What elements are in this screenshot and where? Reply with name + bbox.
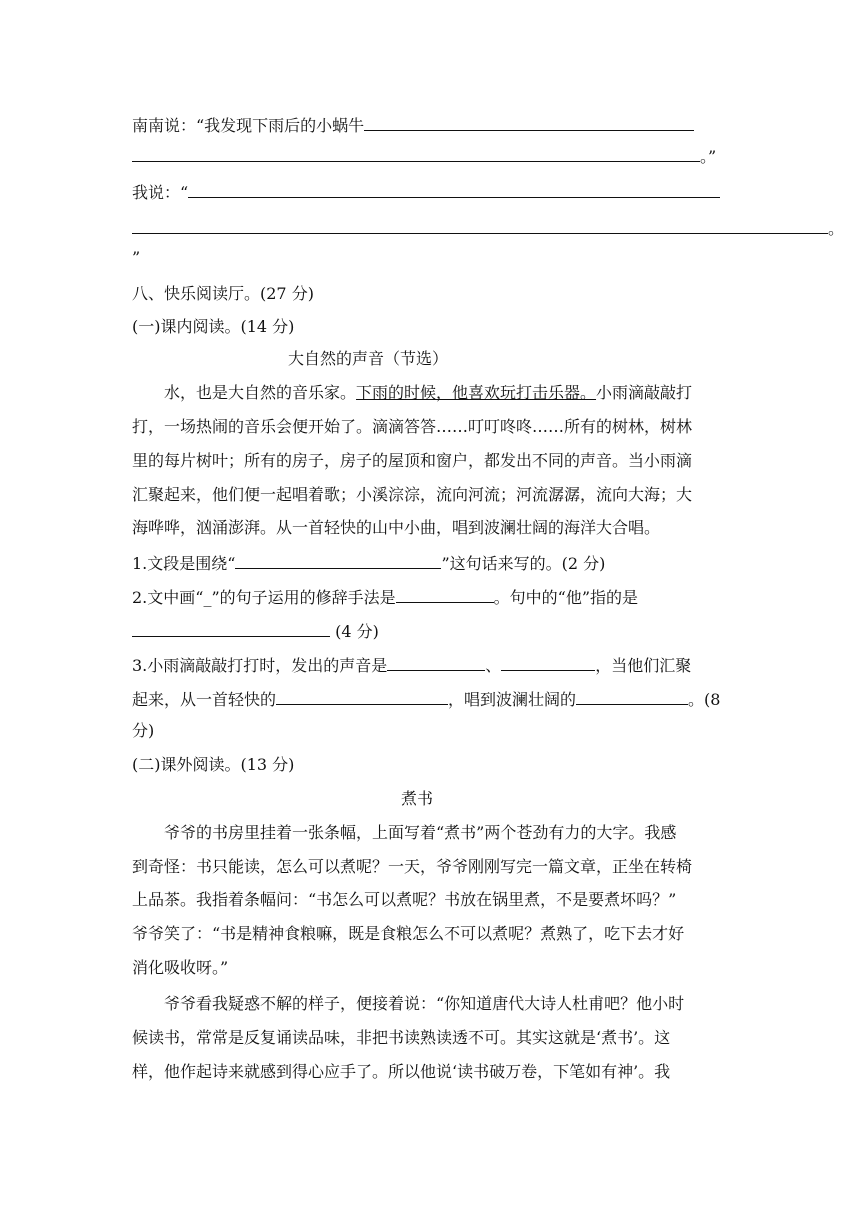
- q3-separator: 、: [485, 656, 502, 675]
- wo-line-2: [132, 215, 844, 241]
- nannan-blank[interactable]: [364, 112, 694, 131]
- q2-blank-2[interactable]: [132, 618, 330, 637]
- q1-text-b: ”这句话来写的。(2 分): [441, 554, 606, 573]
- nannan-blank-2[interactable]: [132, 143, 700, 162]
- p1-line-3: 里的每片树叶；所有的房子，房子的屋顶和窗户，都发出不同的声音。当小雨滴: [132, 451, 693, 470]
- nannan-end: 。”: [700, 147, 717, 166]
- q3-blank-4[interactable]: [576, 686, 688, 705]
- p1-line-1: [164, 381, 692, 405]
- p2-line-2: 到奇怪：书只能读，怎么可以煮呢？一天，爷爷刚刚写完一篇文章，正坐在转椅: [132, 857, 693, 876]
- p1-underlined-sentence: 下雨的时候，他喜欢玩打击乐器。: [356, 383, 597, 402]
- p1-text-a: 水，也是大自然的音乐家。: [164, 383, 357, 402]
- question-1: [132, 550, 605, 576]
- nannan-prefix: 南南说：“我发现下雨后的小蜗牛: [132, 116, 365, 135]
- p2-line-4: 爷爷笑了：“书是精神食粮嘛，既是食粮怎么不可以煮呢？煮熟了，吃下去才好: [132, 924, 685, 943]
- p2-line-5: 消化吸收呀。”: [132, 958, 229, 977]
- q2-text-b: 。句中的“他”指的是: [493, 588, 639, 607]
- p2-line-1: 爷爷的书房里挂着一张条幅，上面写着“煮书”两个苍劲有力的大字。我感: [164, 823, 677, 842]
- p3-line-1: 爷爷看我疑惑不解的样子，便接着说：“你知道唐代大诗人杜甫吧？他小时: [164, 994, 685, 1013]
- q3-blank-3[interactable]: [276, 686, 448, 705]
- q3-text-c: 起来，从一首轻快的: [132, 690, 277, 709]
- q3-blank-1[interactable]: [387, 652, 485, 671]
- part2-title: 煮书: [401, 789, 434, 808]
- wo-prefix: 我说：“: [132, 183, 189, 202]
- question-3: [132, 652, 691, 678]
- part2-label: (二)课外阅读。(13 分): [132, 755, 295, 774]
- q1-blank[interactable]: [235, 550, 441, 569]
- question-2: [132, 584, 638, 610]
- p3-line-2: 候读书，常常是反复诵读品味，非把书读熟读透不可。其实这就是‘煮书’。这: [132, 1028, 671, 1047]
- q3-blank-2[interactable]: [501, 652, 595, 671]
- wo-close: ”: [132, 248, 141, 267]
- q3-points: 分): [132, 721, 155, 740]
- q2-points: (4 分): [335, 622, 379, 641]
- q2-text-a: 2.文中画“_”的句子运用的修辞手法是: [132, 588, 396, 607]
- wo-blank-2[interactable]: [132, 215, 828, 234]
- part1-title: 大自然的声音（节选）: [288, 349, 449, 368]
- question-3-line-2: [132, 686, 720, 712]
- q3-text-b: ，当他们汇聚: [595, 656, 692, 675]
- nannan-line-2: [132, 143, 716, 169]
- wo-end: 。: [828, 219, 845, 238]
- p1-line-5: 海哗哗，汹涌澎湃。从一首轻快的山中小曲，唱到波澜壮阔的海洋大合唱。: [132, 518, 661, 537]
- q1-text-a: 1.文段是围绕“: [132, 554, 236, 573]
- q3-text-d: ，唱到波澜壮阔的: [448, 690, 577, 709]
- p1-line-4: 汇聚起来，他们便一起唱着歌；小溪淙淙，流向河流；河流潺潺，流向大海；大: [132, 485, 693, 504]
- q2-blank-1[interactable]: [396, 584, 494, 603]
- p2-line-3: 上品茶。我指着条幅问：“书怎么可以煮呢？书放在锅里煮，不是要煮坏吗？”: [132, 890, 677, 909]
- q3-text-e: 。(8: [688, 690, 721, 709]
- p3-line-3: 样，他作起诗来就感到得心应手了。所以他说‘读书破万卷，下笔如有神’。我: [132, 1062, 671, 1081]
- wo-blank[interactable]: [188, 179, 720, 198]
- section-heading: 八、快乐阅读厅。(27 分): [132, 284, 314, 303]
- p1-text-b: 小雨滴敲敲打: [596, 383, 693, 402]
- nannan-line: [132, 112, 694, 138]
- q3-text-a: 3.小雨滴敲敲打打时，发出的声音是: [132, 656, 388, 675]
- question-2-line-2: [132, 618, 379, 644]
- part1-label: (一)课内阅读。(14 分): [132, 317, 295, 336]
- p1-line-2: 打，一场热闹的音乐会便开始了。滴滴答答……叮叮咚咚……所有的树林，树林: [132, 417, 693, 436]
- wo-line: [132, 179, 720, 205]
